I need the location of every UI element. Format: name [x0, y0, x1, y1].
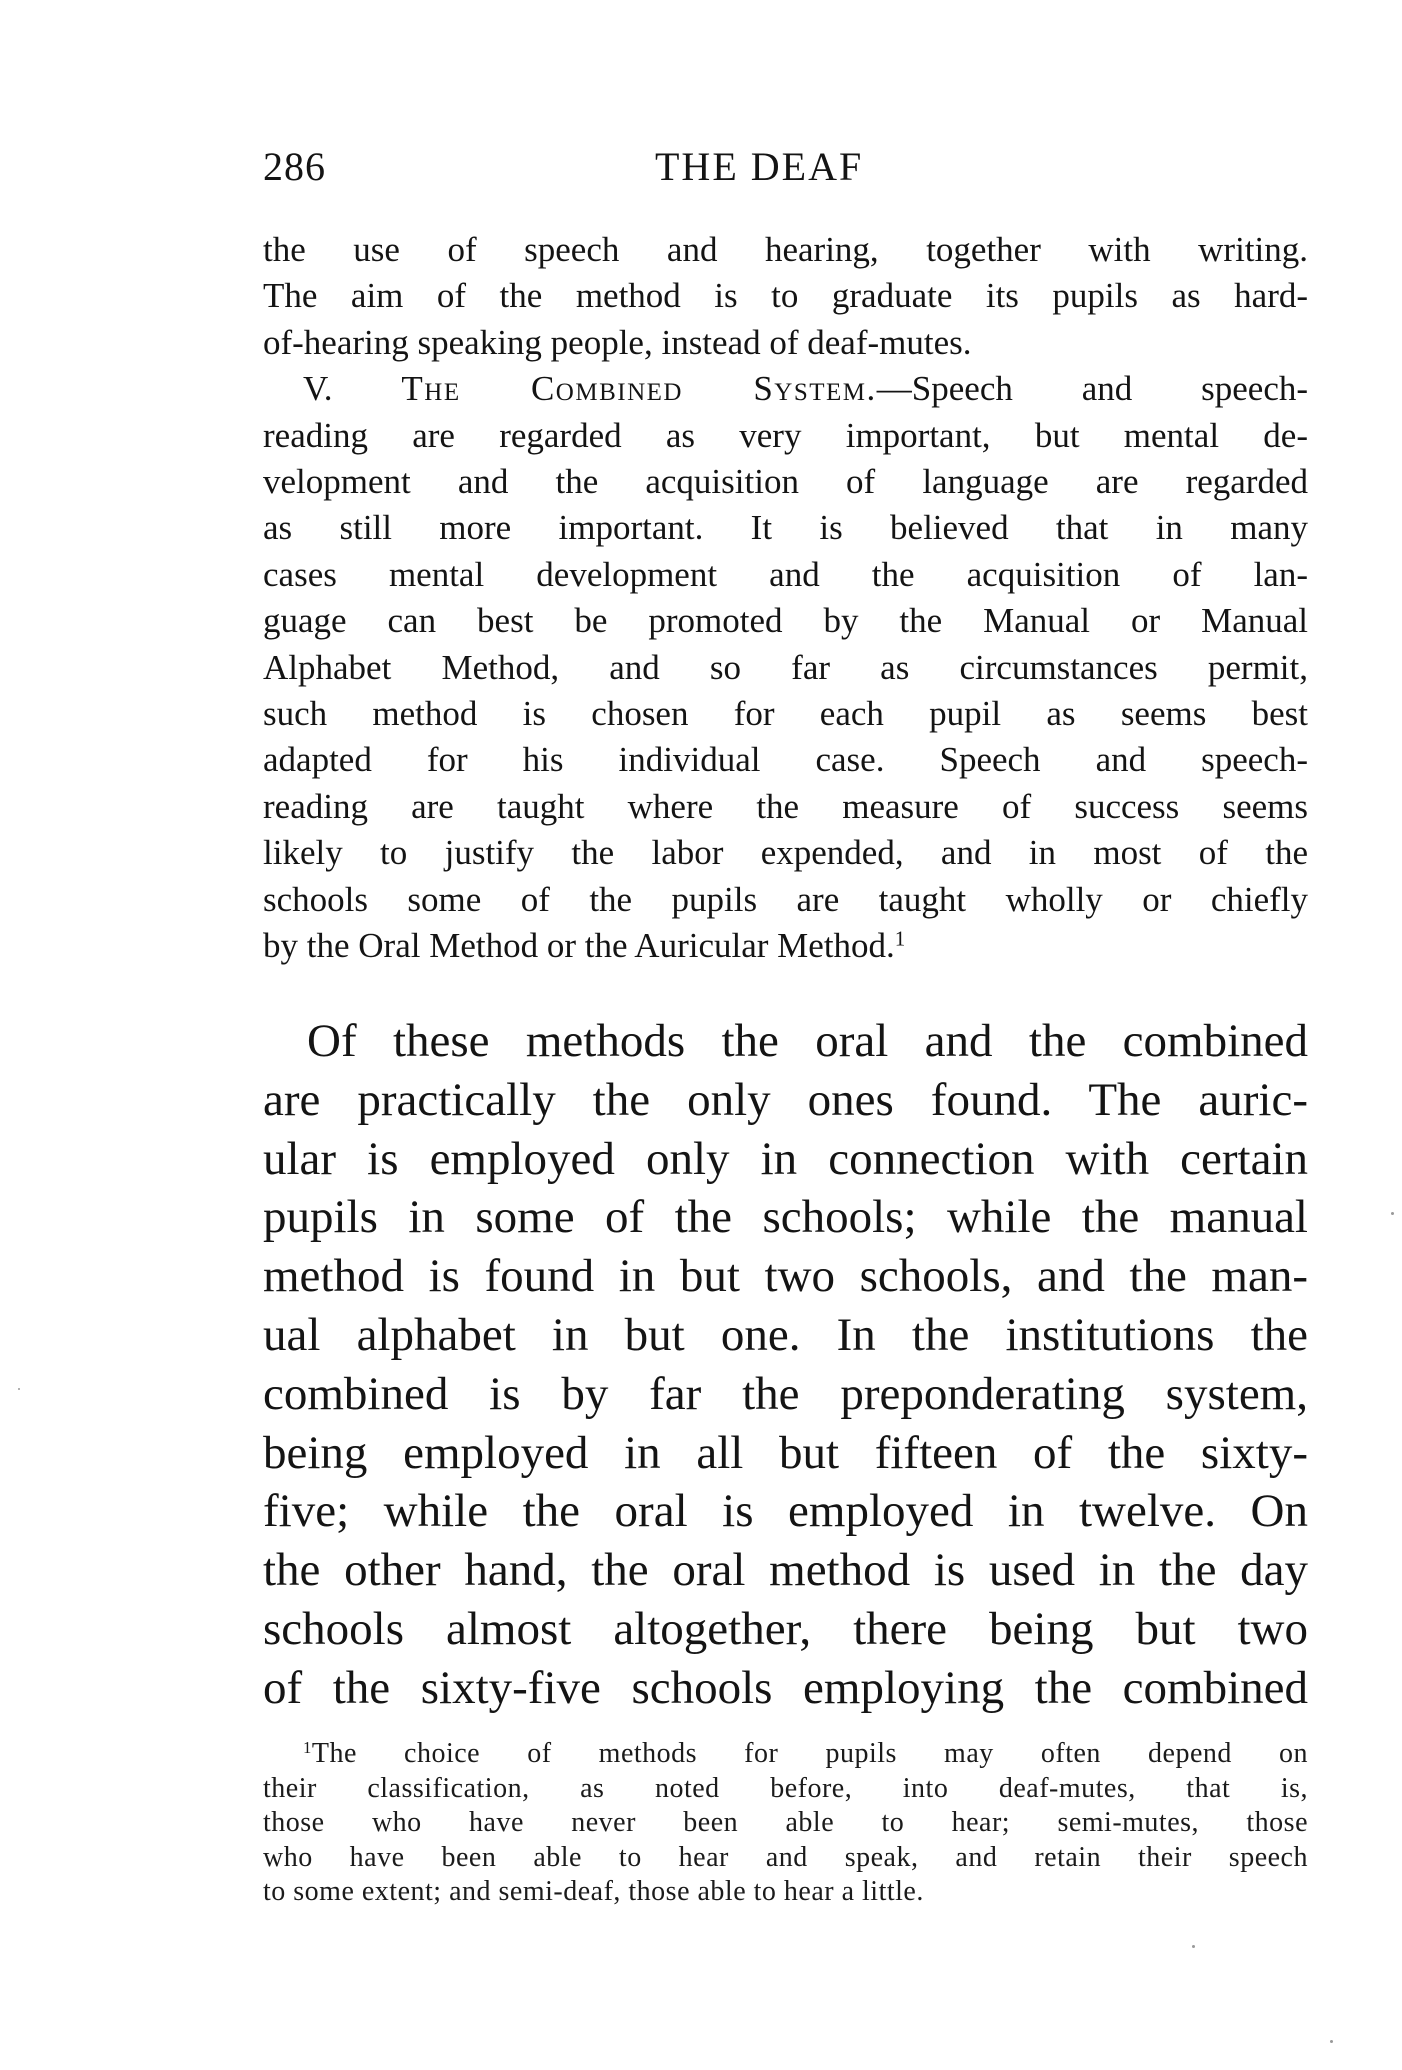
text-line-content: by the Oral Method or the Auricular Method.	[263, 926, 895, 966]
text-line: guage can best be promoted by the Manual or Manual	[263, 601, 1308, 641]
section-title: The Combined System.	[401, 369, 877, 409]
main-paragraph	[263, 1012, 1308, 1718]
section-heading-rest: —Speech and speech-	[876, 369, 1309, 409]
footnote-line: who have been able to hear and speak, and retain their speech	[263, 1841, 1308, 1873]
text-line: reading are regarded as very important, but mental de-	[263, 415, 1308, 455]
footnote-text: The choice of methods for pupils may often depend on	[311, 1738, 1308, 1769]
footnote	[263, 1737, 1308, 1910]
text-line: reading are taught where the measure of success seems	[263, 786, 1308, 826]
text-line: velopment and the acquisition of language are regarded	[263, 462, 1308, 502]
text-line: likely to justify the labor expended, and in most of the	[263, 833, 1308, 873]
page-header	[263, 143, 1308, 193]
text-line: Alphabet Method, and so far as circumstances permit,	[263, 647, 1308, 687]
text-line: adapted for his individual case. Speech and speech-	[263, 740, 1308, 780]
text-line: Of these methods the oral and the combined	[307, 1015, 1308, 1067]
footnote-line: those who have never been able to hear; semi-mutes, those	[263, 1807, 1308, 1839]
text-line: combined is by far the preponderating system,	[263, 1367, 1308, 1420]
section-heading-line	[263, 366, 1308, 412]
paper-speck	[1192, 1945, 1195, 1948]
footnote-line: their classification, as noted before, into deaf-mutes, that is,	[263, 1772, 1308, 1804]
paper-speck	[1391, 1212, 1394, 1215]
text-line: method is found in but two schools, and the man-	[263, 1250, 1308, 1303]
text-line: cases mental development and the acquisition of lan-	[263, 554, 1308, 594]
footnote-marker: 1	[303, 1737, 312, 1757]
paper-speck	[1330, 2040, 1333, 2043]
section-numeral: V.	[303, 369, 333, 409]
text-line: the use of speech and hearing, together with writing.	[263, 230, 1308, 269]
method-description-text	[263, 227, 1308, 970]
footnote-line	[263, 1737, 1308, 1772]
page-number: 286	[263, 144, 326, 189]
footnote-reference[interactable]: 1	[894, 926, 906, 951]
text-line: the other hand, the oral method is used in the day	[263, 1544, 1308, 1597]
text-line: schools almost altogether, there being but two	[263, 1602, 1308, 1655]
text-line: ular is employed only in connection with certain	[263, 1132, 1308, 1185]
text-line: being employed in all but fifteen of the sixty-	[263, 1426, 1308, 1479]
text-line: of-hearing speaking people, instead of deaf-mutes.	[263, 322, 972, 362]
running-title: THE DEAF	[655, 144, 864, 189]
text-line: schools some of the pupils are taught wholly or chiefly	[263, 879, 1308, 919]
text-line: of the sixty-five schools employing the combined	[263, 1661, 1308, 1714]
text-line: are practically the only ones found. The auric-	[263, 1073, 1308, 1126]
text-line: as still more important. It is believed that in many	[263, 508, 1308, 548]
paper-speck	[18, 1388, 20, 1390]
text-line: ual alphabet in but one. In the institutions the	[263, 1308, 1308, 1361]
text-line: The aim of the method is to graduate its pupils as hard-	[263, 276, 1308, 316]
text-line: such method is chosen for each pupil as seems best	[263, 694, 1308, 734]
footnote-line: to some extent; and semi-deaf, those able to hear a little.	[263, 1876, 924, 1908]
text-line	[263, 923, 1308, 969]
text-line: pupils in some of the schools; while the manual	[263, 1191, 1308, 1244]
text-line: five; while the oral is employed in twelve. On	[263, 1485, 1308, 1538]
